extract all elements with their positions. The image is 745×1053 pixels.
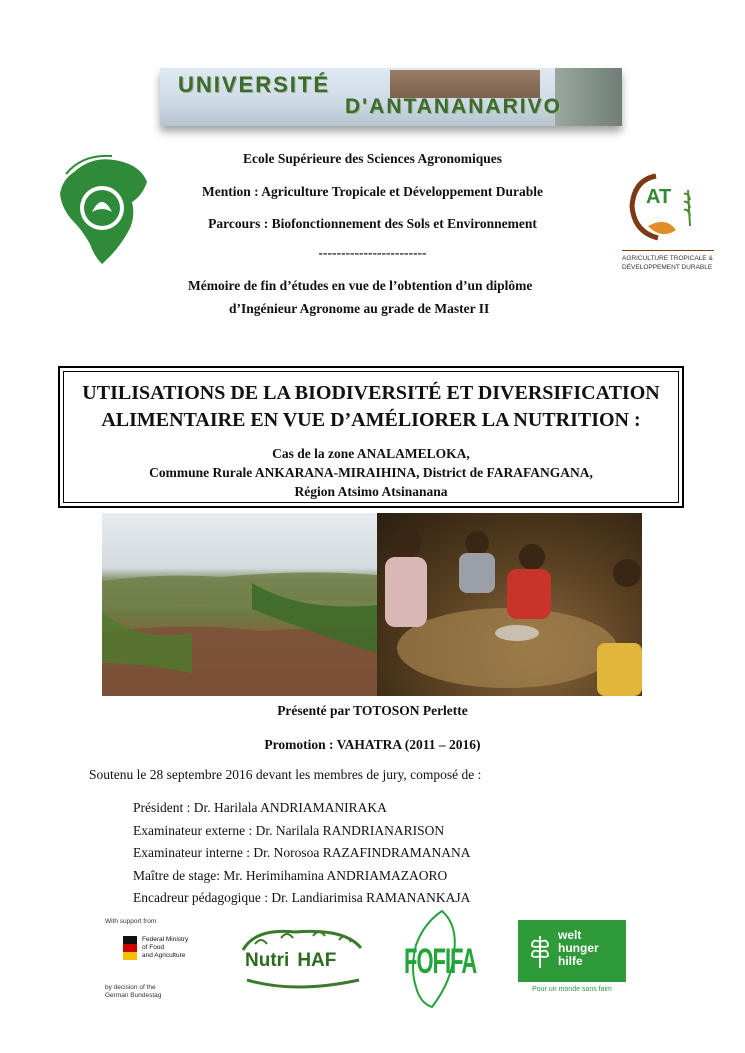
nutrihaf-text-part1: Nutri <box>245 950 290 971</box>
university-banner <box>160 68 622 126</box>
landscape-photo <box>102 513 377 696</box>
whh-line1: welt <box>558 928 582 942</box>
mention-line: Mention : Agriculture Tropicale et Développement Durable <box>202 184 543 199</box>
nutrihaf-logo <box>235 922 370 997</box>
presenter: Présenté par TOTOSON Perlette <box>277 703 468 718</box>
memoire-line1: Mémoire de fin d’études en vue de l’obtention d’un diplôme <box>188 278 533 293</box>
at2d-mark: AT <box>646 186 672 208</box>
whh-tagline: Pour un monde sans faim <box>532 986 612 993</box>
jury-list <box>133 797 470 910</box>
thesis-subtitle-line3: Région Atsimo Atsinanana <box>294 484 448 499</box>
thesis-title <box>64 380 678 434</box>
thesis-subtitle <box>64 444 678 501</box>
jury-member: Examinateur externe : Dr. Narilala RANDRIANARISON <box>133 822 445 838</box>
university-name-line1: UNIVERSITÉ <box>178 72 331 97</box>
title-box-inner-border <box>63 371 679 503</box>
university-name-line2: D'ANTANANARIVO <box>345 95 562 118</box>
fofifa-text: FOFIFA <box>404 941 477 981</box>
building-image <box>390 70 540 98</box>
whh-line3: hilfe <box>558 954 583 968</box>
thesis-subtitle-line2: Commune Rurale ANKARANA-MIRAIHINA, District de FARAFANGANA, <box>149 465 593 480</box>
separator: ------------------------ <box>318 245 427 260</box>
bmel-support-text: With support from <box>105 918 157 925</box>
at2d-emblem-icon <box>618 170 713 250</box>
jury-member: Encadreur pédagogique : Dr. Landiarimisa RAMANANKAJA <box>133 890 471 905</box>
children-eating-photo <box>377 513 642 696</box>
thesis-title-line2: ALIMENTAIRE EN VUE D’AMÉLIORER LA NUTRITION : <box>101 409 641 431</box>
building-photo <box>555 68 622 126</box>
nutrihaf-text-part2: HAF <box>297 950 337 971</box>
german-eagle-icon <box>123 936 137 960</box>
essa-logo <box>52 152 152 272</box>
jury-member: Maître de stage: Mr. Herimihamina ANDRIAMAZAORO <box>133 867 448 883</box>
jury-member: Examinateur interne : Dr. Norosoa RAZAFINDRAMANANA <box>133 845 471 860</box>
bmel-name-line3: and Agriculture <box>142 952 186 959</box>
bmel-name-line2: of Food <box>142 944 165 951</box>
fofifa-logo <box>402 905 477 1013</box>
bmel-decision-line1: by decision of the <box>105 984 156 991</box>
bmel-decision-line2: German Bundestag <box>105 992 162 999</box>
bmel-logo <box>105 918 215 1008</box>
at2d-caption-line2: DÉVELOPPEMENT DURABLE <box>622 264 713 271</box>
defense-statement: Soutenu le 28 septembre 2016 devant les membres de jury, composé de : <box>89 767 482 782</box>
jury-member: Président : Dr. Harilala ANDRIAMANIRAKA <box>133 800 387 815</box>
at2d-logo <box>618 170 713 280</box>
memoire-line2: d’Ingénieur Agronome au grade de Master II <box>229 301 490 316</box>
promotion: Promotion : VAHATRA (2011 – 2016) <box>264 737 481 752</box>
whh-line2: hunger <box>558 941 599 955</box>
at2d-divider <box>622 250 714 251</box>
parcours-line: Parcours : Biofonctionnement des Sols et Environnement <box>208 216 537 231</box>
school-name: Ecole Supérieure des Sciences Agronomiques <box>243 151 502 166</box>
bmel-name-line1: Federal Ministry <box>142 936 189 943</box>
essa-emblem-icon <box>52 152 152 272</box>
welthungerhilfe-logo <box>518 920 626 982</box>
thesis-title-line1: UTILISATIONS DE LA BIODIVERSITÉ ET DIVERSIFICATION <box>82 382 660 404</box>
title-box <box>58 366 684 508</box>
thesis-subtitle-line1: Cas de la zone ANALAMELOKA, <box>272 446 470 461</box>
at2d-caption-line1: AGRICULTURE TROPICALE & <box>622 255 713 262</box>
wheat-icon <box>528 932 552 970</box>
